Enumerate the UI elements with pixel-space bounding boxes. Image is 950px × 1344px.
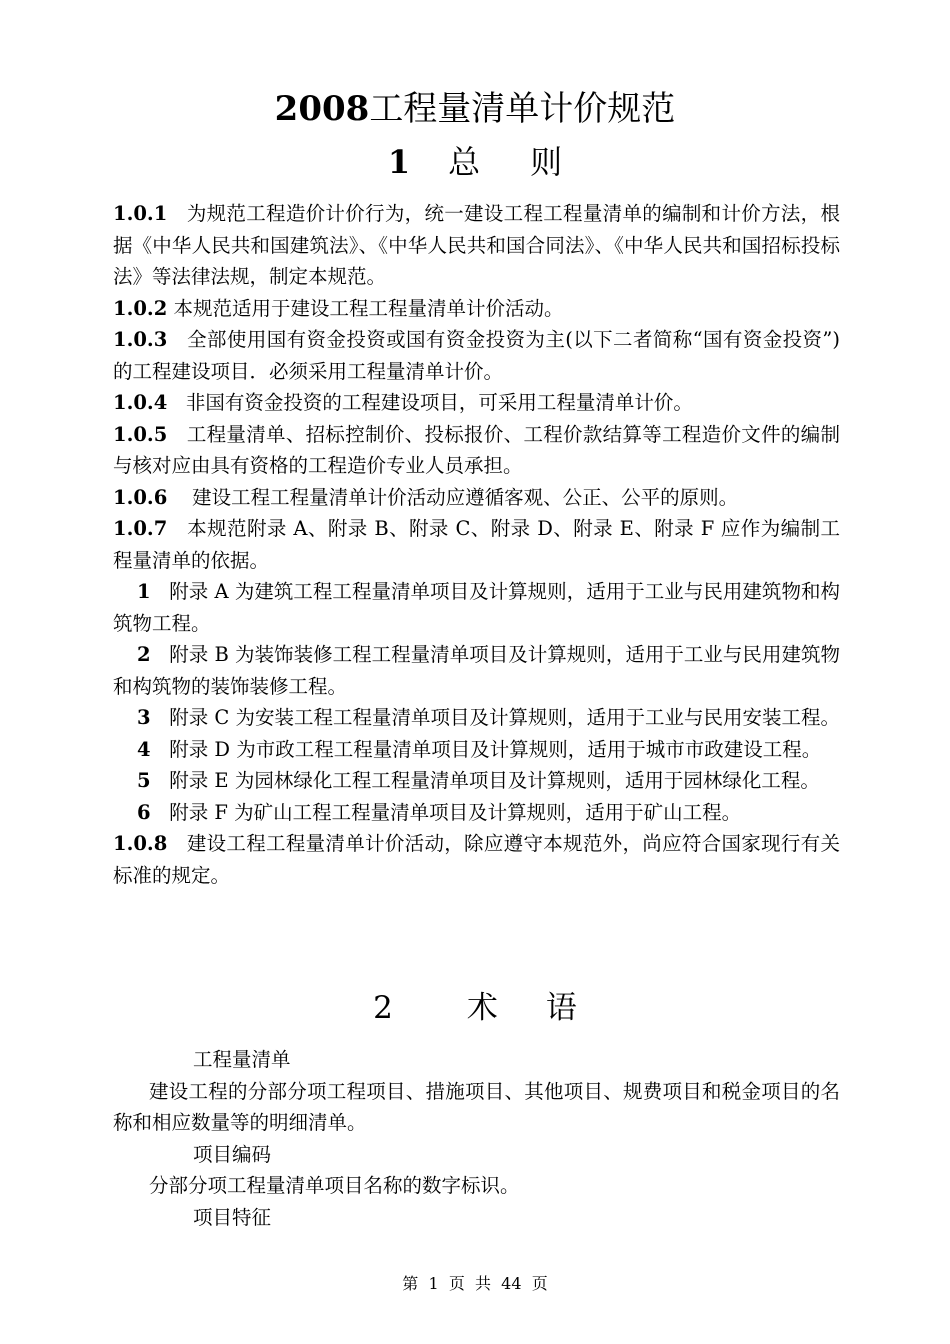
term-definition: 建设工程的分部分项工程项目、措施项目、其他项目、规费项目和税金项目的名称和相应数量等的明细清单。: [113, 1079, 840, 1134]
appendix-item: [113, 702, 840, 734]
chapter-word: 总: [448, 143, 481, 181]
clause-text: 建设工程工程量清单计价活动应遵循客观、公正、公平的原则。: [192, 485, 739, 509]
item-number: 2: [137, 643, 151, 666]
item-number: 3: [137, 706, 151, 729]
clause: [113, 387, 840, 419]
clause: [113, 293, 840, 325]
item-number: 5: [137, 769, 151, 792]
chapter-word: 则: [530, 143, 563, 181]
page-footer: 第 1 页 共 44 页: [402, 1274, 548, 1293]
title-number: 2008: [274, 89, 370, 129]
chapter-word: 术: [466, 990, 498, 1026]
chapter-word: 语: [545, 990, 577, 1026]
term-name: 项目特征: [193, 1205, 272, 1229]
clause: [113, 198, 840, 293]
clause-id: 1.0.8: [113, 832, 168, 855]
item-text: 附录 C 为安装工程工程量清单项目及计算规则，适用于工业与民用安装工程。: [169, 706, 841, 729]
chapter-number: 2: [373, 990, 393, 1026]
chapter-2-heading: [0, 986, 950, 1030]
clause-id: 1.0.6: [113, 485, 168, 509]
clause-text: 本规范附录 A、附录 B、附录 C、附录 D、附录 E、附录 F 应作为编制工程量清单的依据。: [113, 517, 840, 572]
item-number: 1: [137, 580, 151, 603]
clause: [113, 482, 840, 514]
appendix-item: [113, 639, 840, 702]
clause-text: 非国有资金投资的工程建设项目，可采用工程量清单计价。: [185, 391, 693, 414]
item-text: 附录 D 为市政工程工程量清单项目及计算规则，适用于城市市政建设工程。: [169, 737, 822, 761]
item-text: 附录 A 为建筑工程工程量清单项目及计算规则，适用于工业与民用建筑物和构筑物工程。: [113, 580, 840, 635]
chapter-number: 1: [387, 143, 411, 181]
item-number: 6: [137, 800, 151, 824]
appendix-item: [113, 576, 840, 639]
item-number: 4: [137, 737, 151, 761]
clause: [113, 828, 840, 891]
clause-id: 1.0.7: [113, 517, 168, 540]
clause-id: 1.0.3: [113, 328, 168, 351]
title-text: 工程量清单计价规范: [369, 89, 676, 129]
appendix-item: [113, 797, 840, 829]
clause-text: 建设工程工程量清单计价活动，除应遵守本规范外，尚应符合国家现行有关标准的规定。: [113, 832, 840, 887]
item-text: 附录 E 为园林绿化工程工程量清单项目及计算规则，适用于园林绿化工程。: [169, 769, 820, 792]
term-definition: 分部分项工程量清单项目名称的数字标识。: [149, 1174, 520, 1197]
clause-id: 1.0.4: [113, 391, 168, 414]
chapter-1-heading: [0, 140, 950, 184]
clause-text: 工程量清单、招标控制价、投标报价、工程价款结算等工程造价文件的编制与核对应由具有资格的工程造价专业人员承担。: [113, 422, 840, 477]
appendix-item: [113, 765, 840, 797]
chapter-2-body: [113, 1044, 840, 1233]
clause: [113, 324, 840, 387]
document-title: [0, 86, 950, 132]
clause-id: 1.0.5: [113, 422, 168, 446]
clause-id: 1.0.1: [113, 202, 168, 225]
term-name: 项目编码: [193, 1142, 272, 1166]
clause-id: 1.0.2: [113, 296, 168, 320]
clause-text: 为规范工程造价计价行为，统一建设工程工程量清单的编制和计价方法，根据《中华人民共和国建筑法》、《中华人民共和国合同法》、《中华人民共和国招标投标法》等法律法规，制定本规范。: [113, 202, 840, 288]
clause-text: 本规范适用于建设工程工程量清单计价活动。: [173, 296, 564, 320]
appendix-item: [113, 734, 840, 766]
clause: [113, 419, 840, 482]
clause-text: 全部使用国有资金投资或国有资金投资为主(以下二者简称“国有资金投资”)的工程建设项目．必须采用工程量清单计价。: [113, 328, 840, 383]
clause: [113, 513, 840, 576]
item-text: 附录 B 为装饰装修工程工程量清单项目及计算规则，适用于工业与民用建筑物和构筑物的装饰装修工程。: [113, 643, 840, 698]
chapter-1-body: [113, 198, 840, 891]
term-name: 工程量清单: [193, 1048, 291, 1071]
item-text: 附录 F 为矿山工程工程量清单项目及计算规则，适用于矿山工程。: [169, 800, 742, 824]
